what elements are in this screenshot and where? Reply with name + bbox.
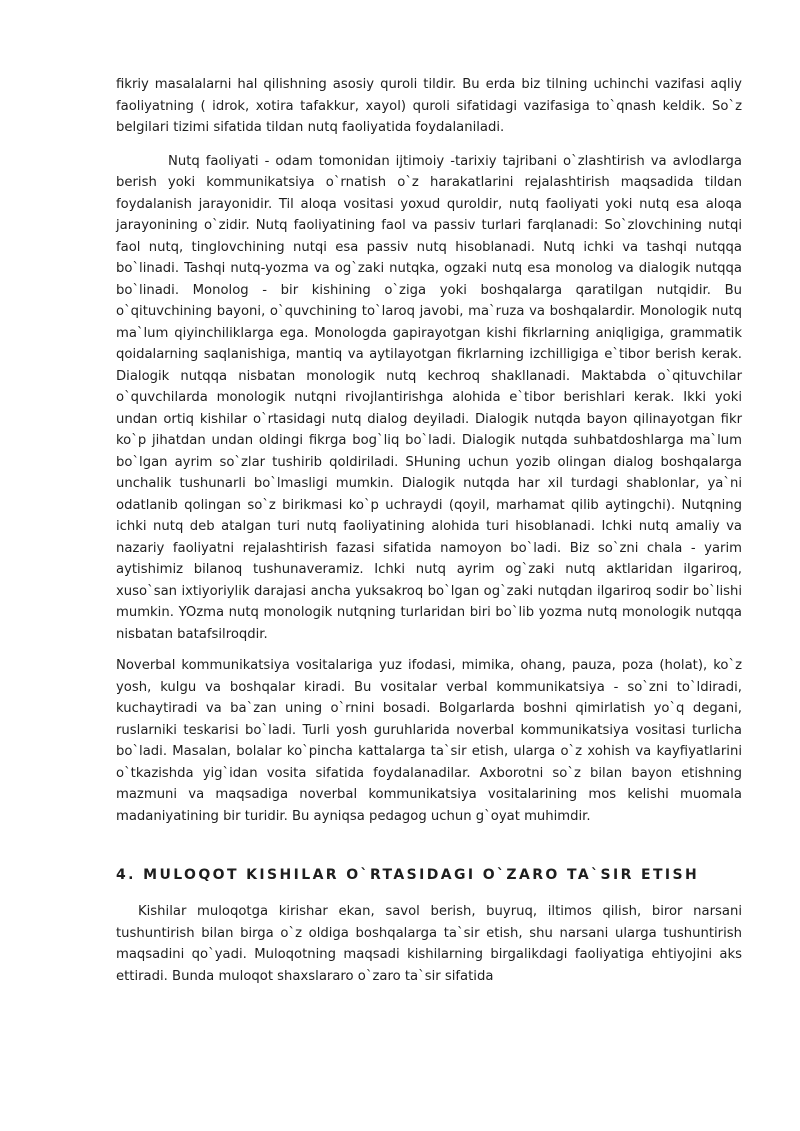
- section-heading: 4. MULOQOT KISHILAR O`RTASIDAGI O`ZARO TA`SIR ETISH: [116, 867, 700, 883]
- paragraph-1: fikriy masalalarni hal qilishning asosiy quroli tildir. Bu erda biz tilning uchinchi vazifasi aqliy faoliyatning ( idrok, xotira tafakkur, xayol) quroli sifatidagi vazifasiga to`qnash keldik. So`z belgilari tizimi sifatida tildan nutq faoliyatida foydalaniladi.: [116, 77, 742, 135]
- paragraph-2: Nutq faoliyati - odam tomonidan ijtimoiy -tarixiy tajribani o`zlashtirish va avlodlarga berish yoki kommunikatsiya o`rnatish o`z harakatlarini rejalashtirish maqsadida tildan foydalanish jarayonidir. Til aloqa vositasi yoxud quroldir, nutq faoliyati yoki nutq esa aloqa jarayonining o`zidir. Nutq faoliyatining faol va passiv turlari farqlanadi: So`zlovchining nutqi faol nutq, tinglovchining nutqi esa passiv nutq hisoblanadi. Nutq ichki va tashqi nutqqa bo`linadi. Tashqi nutq-yozma va og`zaki nutqka, ogzaki nutq esa monolog va dialogik nutqqa bo`linadi. Monolog - bir kishining o`ziga yoki boshqalarga qaratilgan nutqidir. Bu o`qituvchining bayoni, o`quvchining to`laroq javobi, ma`ruza va boshqalardir. Monologik nutq ma`lum qiyinchiliklarga ega. Monologda gapirayotgan kishi fikrlarning aniqligiga, grammatik qoidalarning saqlanishiga, mantiq va aytilayotgan fikrlarning izchilligiga e`tibor berish kerak. Dialogik nutqqa nisbatan monologik nutq kechroq shakllanadi. Maktabda o`qituvchilar o`quvchilarda monologik nutqni rivojlantirishga alohida e`tibor berishlari kerak. Ikki yoki undan ortiq kishilar o`rtasidagi nutq dialog deyiladi. Dialogik nutqda bayon qilinayotgan fikr ko`p jihatdan undan oldingi fikrga bog`liq bo`ladi. Dialogik nutqda suhbatdoshlarga ma`lum bo`lgan ayrim so`zlar tushirib qoldiriladi. SHuning uchun yozib olingan dialog boshqalarga unchalik tushunarli bo`lmasligi mumkin. Dialogik nutqda har xil turdagi shablonlar, ya`ni odatlanib qolingan so`z birikmasi ko`p uchraydi (qoyil, marhamat qilib aytingchi). Nutqning ichki nutq deb atalgan turi nutq faoliyatining alohida turi hisoblanadi. Ichki nutq amaliy va nazariy faoliyatni rejalashtirish fazasi sifatida namoyon bo`ladi. Biz so`zni chala - yarim aytishimiz bilanoq tushunaveramiz. Ichki nutq ayrim og`zaki nutq aktlaridan ilgariroq, xuso`san ixtiyoriylik darajasi ancha yuksakroq bo`lgan og`zaki nutqdan ilgariroq sodir bo`lishi mumkin. YOzma nutq monologik nutqning turlaridan biri bo`lib yozma nutq monologik nutqqa nisbatan batafsilroqdir.: [116, 153, 742, 642]
- paragraph-4: Kishilar muloqotga kirishar ekan, savol berish, buyruq, iltimos qilish, biror narsani tushuntirish bilan birga o`z oldiga boshqalarga ta`sir etish, shu narsani ularga tushuntirish maqsadini qo`yadi. Muloqotning maqsadi kishilarning birgalikdagi faoliyatiga ehtiyojini aks ettiradi. Bunda muloqot shaxslararo o`zaro ta`sir sifatida: [116, 904, 742, 984]
- paragraph-3: Noverbal kommunikatsiya vositalariga yuz ifodasi, mimika, ohang, pauza, poza (holat), ko`z yosh, kulgu va boshqalar kiradi. Bu vositalar verbal kommunikatsiya - so`zni to`ldiradi, kuchaytiradi va ba`zan uning o`rnini bosadi. Bolgarlarda boshni qimirlatish yo`q degani, ruslarniki teskarisi bo`ladi. Turli yosh guruhlarida noverbal kommunikatsiya vositasi turlicha bo`ladi. Masalan, bolalar ko`pincha kattalarga ta`sir etish, ularga o`z xohish va kayfiyatlarini o`tkazishda yig`idan vosita sifatida foydalanadilar. Axborotni so`z bilan bayon etishning mazmuni va maqsadiga noverbal kommunikatsiya vositalarining mos kelishi muomala madaniyatining bir turidir. Bu ayniqsa pedagog uchun g`oyat muhimdir.: [116, 658, 742, 824]
- document-page: [116, 74, 742, 987]
